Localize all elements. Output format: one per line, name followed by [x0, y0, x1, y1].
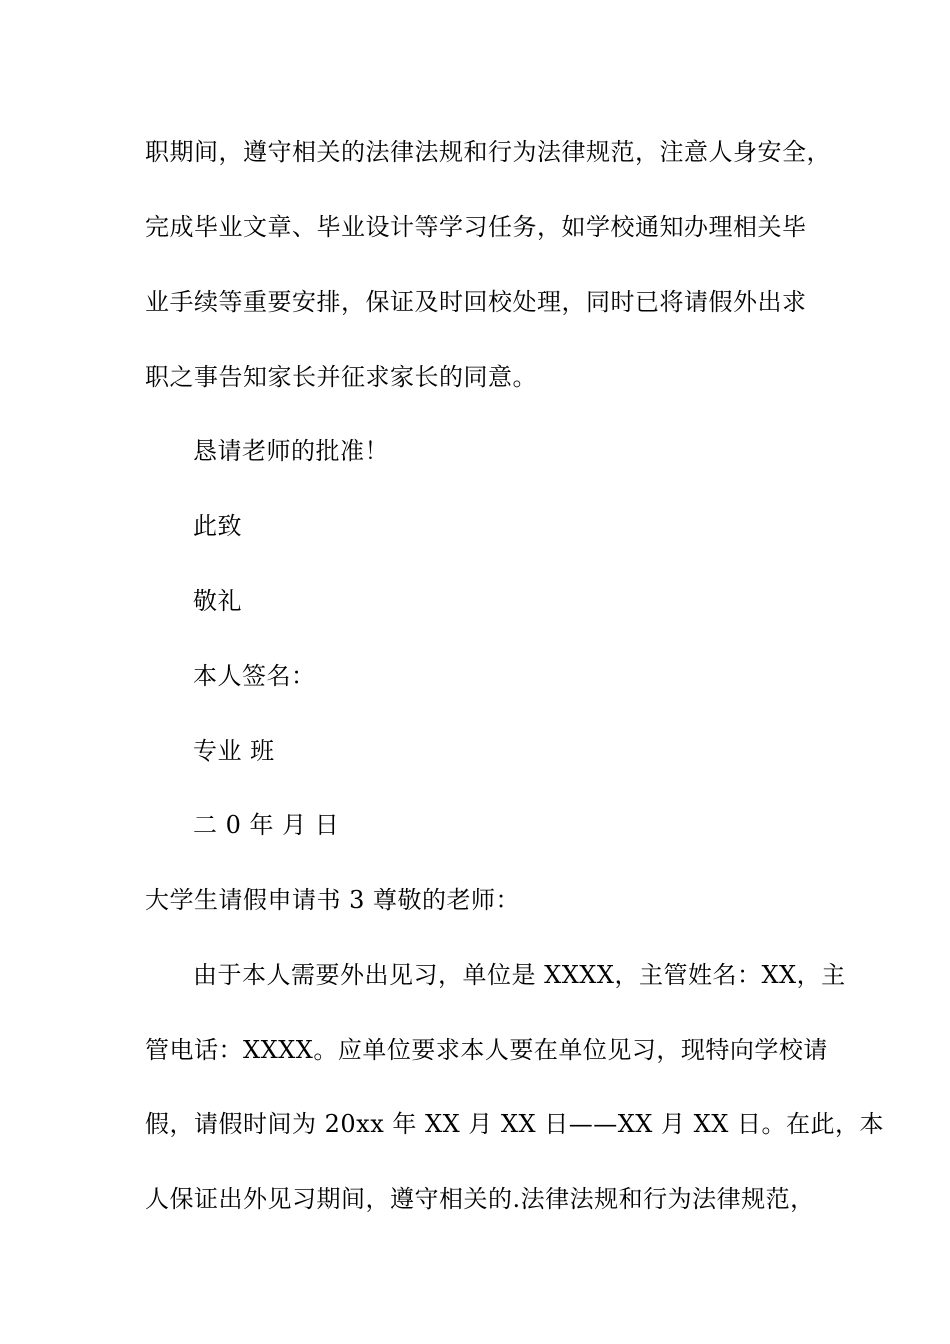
paragraph-line: 完成毕业文章、毕业设计等学习任务，如学校通知办理相关毕	[145, 213, 807, 241]
major-class-line: 专业 班	[193, 737, 275, 765]
date-line: 二 0 年 月 日	[193, 811, 340, 839]
paragraph-line: 业手续等重要安排，保证及时回校处理，同时已将请假外出求	[145, 288, 807, 316]
paragraph-line: 职之事告知家长并征求家长的同意。	[145, 363, 537, 391]
paragraph-line: 管电话：XXXX。应单位要求本人要在单位见习，现特向学校请	[145, 1036, 828, 1064]
signature-line: 本人签名：	[193, 662, 316, 690]
paragraph-line: 由于本人需要外出见习，单位是 XXXX，主管姓名：XX，主	[193, 961, 846, 989]
paragraph-line: 人保证出外见习期间，遵守相关的.法律法规和行为法律规范，	[145, 1185, 815, 1213]
closing-line: 敬礼	[193, 587, 242, 615]
salutation-line: 此致	[193, 512, 242, 540]
paragraph-line: 假，请假时间为 20xx 年 XX 月 XX 日——XX 月 XX 日。在此，本	[145, 1110, 884, 1138]
section-heading: 大学生请假申请书 3 尊敬的老师：	[145, 886, 521, 914]
request-line: 恳请老师的批准！	[193, 437, 389, 465]
paragraph-line: 职期间，遵守相关的法律法规和行为法律规范，注意人身安全，	[145, 138, 831, 166]
